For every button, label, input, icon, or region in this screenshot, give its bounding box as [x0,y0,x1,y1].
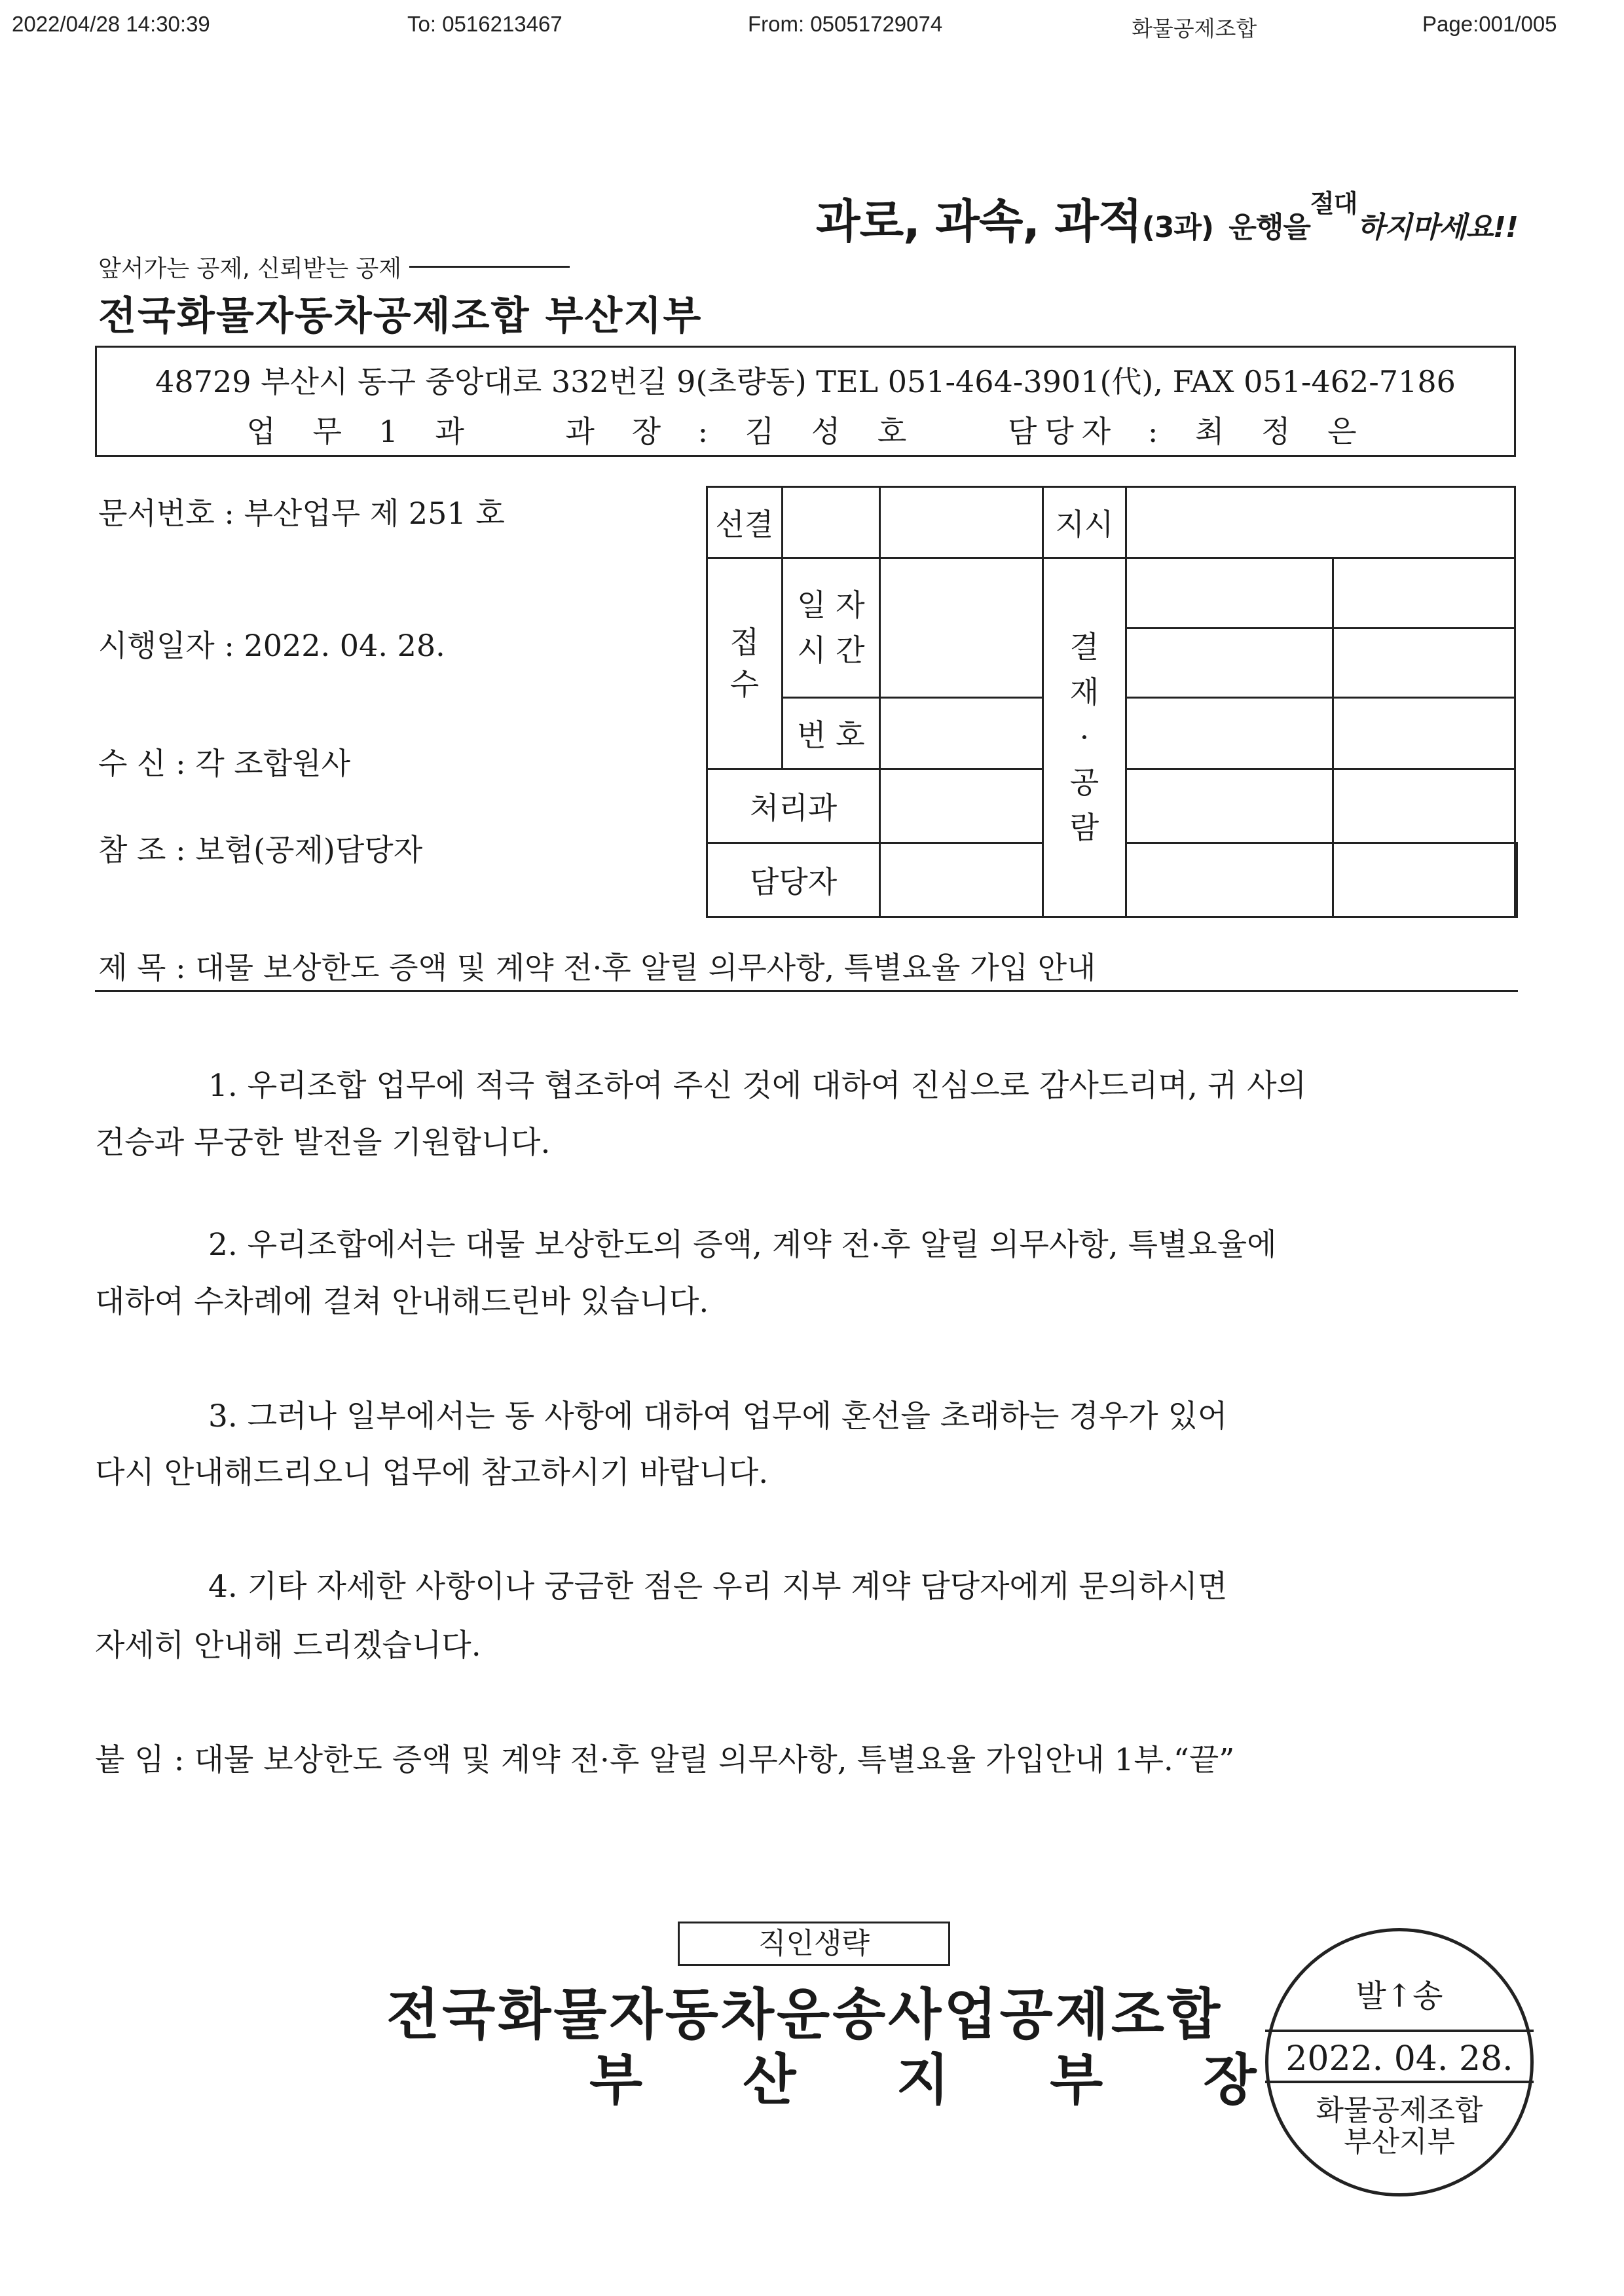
para3-line2: 다시 안내해드리오니 업무에 참고하시기 바랍니다. [95,1455,769,1491]
cell-empty [880,698,1043,769]
fax-page: Page:001/005 [1422,12,1557,36]
department: 업 무 1 과 [246,414,472,449]
cell-approval-review: 결 재 · 공 람 [1043,558,1126,917]
doc-subject: 제 목 : 대물 보상한도 증액 및 계약 전·후 알릴 의무사항, 특별요율 가입 안내 [98,950,1096,985]
manager: 과 장 : 김 성 호 [565,414,915,449]
cell-empty [1126,558,1333,628]
cell-empty [1333,628,1515,698]
cell-empty [1333,698,1515,769]
cell-empty [880,558,1043,698]
cell-empty [880,769,1043,843]
slogan-part3: 운행을 [1228,211,1310,244]
staff: 담당자 : 최 정 은 [1007,414,1365,449]
doc-reference: 참 조 : 보험(공제)담당자 [98,832,423,867]
doc-number: 문서번호 : 부산업무 제 251 호 [98,496,505,531]
doc-date: 시행일자 : 2022. 04. 28. [98,628,445,663]
motto-rule [409,266,570,268]
cell-person-in-charge: 담당자 [707,843,880,917]
doc-recipient: 수 신 : 각 조합원사 [98,746,351,781]
stamp-org [1268,2095,1530,2159]
cell-date-time: 일 자 시 간 [782,558,879,698]
fax-from: From: 05051729074 [748,12,943,36]
para4-line2: 자세히 안내해 드리겠습니다. [95,1628,481,1664]
fax-sender: 화물공제조합 [1132,16,1257,41]
para3-line1: 3. 그러나 일부에서는 동 사항에 대하여 업무에 혼선을 초래하는 경우가 있어 [208,1398,1228,1434]
cell-empty [1333,558,1515,628]
slogan-part4: 절대 [1310,189,1357,218]
cell-empty [1126,769,1333,843]
cell-receipt: 접 수 [707,558,783,769]
address-line: 48729 부산시 동구 중앙대로 332번길 9(초량동) TEL 051-464-3901(代), FAX 051-462-7186 [155,364,1456,399]
stamp-org-line2: 부산지부 [1343,2125,1455,2159]
cell-empty [1333,769,1515,843]
cell-empty [880,843,1043,917]
cell-empty [1126,698,1333,769]
address-box [95,346,1516,457]
cell-pre-decision: 선결 [707,487,783,558]
subject-rule [95,990,1518,992]
organization-name: 전국화물자동차공제조합 부산지부 [98,293,703,339]
dispatch-stamp [1265,1928,1534,2196]
fax-datetime: 2022/04/28 14:30:39 [12,12,210,36]
motto [98,250,570,283]
para4-line1: 4. 기타 자세한 사항이나 궁금한 점은 우리 지부 계약 담당자에게 문의하시면 [208,1569,1228,1605]
stamp-date: 2022. 04. 28. [1265,2030,1534,2083]
cell-empty [1126,843,1333,917]
cell-empty [1126,487,1515,558]
slogan-part5: 하지마세요!! [1357,211,1518,244]
slogan-part1: 과로, 과속, 과적 [816,194,1142,248]
sender-organization: 전국화물자동차운송사업공제조합 [386,1982,1223,2047]
cell-processing-dept: 처리과 [707,769,880,843]
department-line [97,408,1514,451]
para1-line1: 1. 우리조합 업무에 적극 협조하여 주신 것에 대하여 진심으로 감사드리며, 귀 사의 [208,1068,1306,1104]
safety-slogan [816,185,1518,251]
stamp-org-line1: 화물공제조합 [1316,2094,1483,2127]
cell-empty [1333,843,1515,917]
cell-empty [880,487,1043,558]
motto-text: 앞서가는 공제, 신뢰받는 공제 [98,255,402,282]
attachment-line: 붙 임 : 대물 보상한도 증액 및 계약 전·후 알릴 의무사항, 특별요율 가입안내 1부.“끝” [95,1742,1235,1778]
cell-instruction: 지시 [1043,487,1126,558]
para2-line1: 2. 우리조합에서는 대물 보상한도의 증액, 계약 전·후 알릴 의무사항, 특별요율에 [208,1227,1277,1263]
sender-title: 부 산 지 부 장 [589,2048,1297,2112]
cell-empty [782,487,879,558]
seal-omitted-box: 직인생략 [678,1922,950,1966]
para2-line2: 대하여 수차례에 걸쳐 안내해드린바 있습니다. [95,1284,709,1320]
cell-empty [1515,843,1517,917]
cell-number: 번 호 [782,698,879,769]
para1-line2: 건승과 무궁한 발전을 기원합니다. [95,1125,551,1161]
stamp-label: 발↑송 [1356,1978,1443,2014]
cell-empty [1126,628,1333,698]
fax-to: To: 0516213467 [407,12,563,36]
slogan-part2: (3과) [1141,211,1214,244]
approval-table [706,486,1518,918]
